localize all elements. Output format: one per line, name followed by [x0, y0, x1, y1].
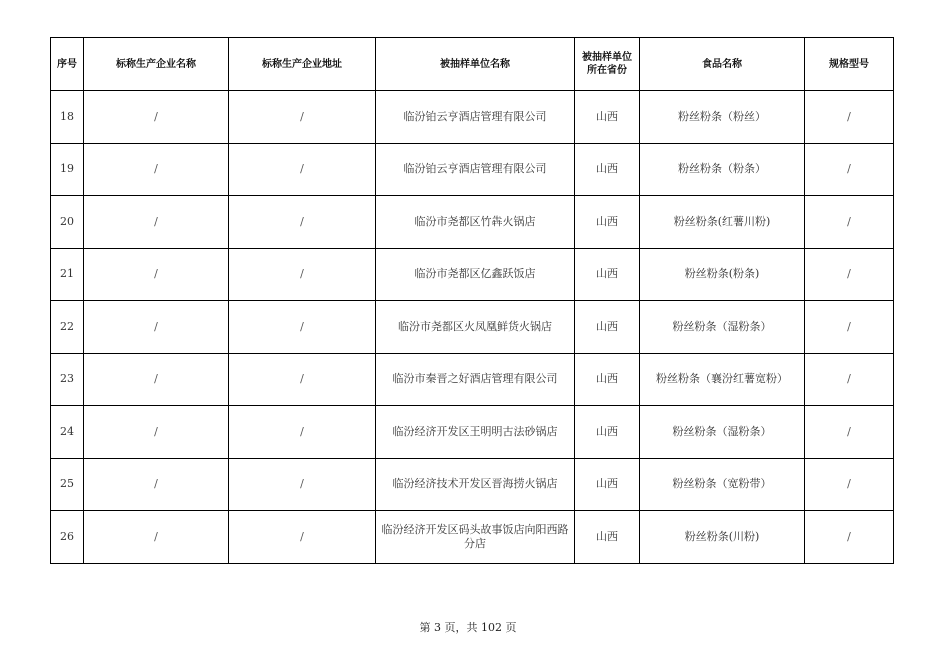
table-row — [51, 91, 894, 144]
cell-sampled-unit-name: 临汾经济开发区码头故事饭店向阳西路分店 — [376, 511, 575, 564]
cell-province: 山西 — [575, 458, 640, 511]
cell-manufacturer-address: / — [229, 353, 376, 406]
cell-sampled-unit-name: 临汾铂云亨酒店管理有限公司 — [376, 143, 575, 196]
cell-province: 山西 — [575, 248, 640, 301]
header-province-line1: 被抽样单位 — [582, 52, 632, 63]
cell-sampled-unit-name: 临汾市尧都区火凤凰鲜货火锅店 — [376, 301, 575, 354]
cell-serial-number: 26 — [51, 511, 84, 564]
cell-spec-model: / — [805, 143, 894, 196]
cell-manufacturer-name: / — [84, 301, 229, 354]
table-header — [51, 38, 894, 91]
cell-spec-model: / — [805, 248, 894, 301]
cell-serial-number: 19 — [51, 143, 84, 196]
cell-manufacturer-name: / — [84, 406, 229, 459]
cell-province: 山西 — [575, 353, 640, 406]
table-body — [51, 91, 894, 564]
cell-manufacturer-name: / — [84, 458, 229, 511]
header-food-name: 食品名称 — [640, 38, 805, 91]
cell-serial-number: 25 — [51, 458, 84, 511]
table-row — [51, 196, 894, 249]
cell-manufacturer-address: / — [229, 406, 376, 459]
cell-food-name: 粉丝粉条（襄汾红薯宽粉） — [640, 353, 805, 406]
table-row — [51, 248, 894, 301]
cell-spec-model: / — [805, 196, 894, 249]
cell-sampled-unit-name: 临汾经济开发区王明明古法砂锅店 — [376, 406, 575, 459]
cell-manufacturer-name: / — [84, 143, 229, 196]
cell-serial-number: 24 — [51, 406, 84, 459]
cell-province: 山西 — [575, 196, 640, 249]
cell-manufacturer-address: / — [229, 301, 376, 354]
cell-province: 山西 — [575, 143, 640, 196]
header-serial-number: 序号 — [51, 38, 84, 91]
header-sampled-unit-name: 被抽样单位名称 — [376, 38, 575, 91]
cell-province: 山西 — [575, 301, 640, 354]
cell-sampled-unit-name: 临汾市秦晋之好酒店管理有限公司 — [376, 353, 575, 406]
cell-serial-number: 22 — [51, 301, 84, 354]
cell-manufacturer-name: / — [84, 91, 229, 144]
cell-food-name: 粉丝粉条(红薯川粉) — [640, 196, 805, 249]
cell-food-name: 粉丝粉条（湿粉条） — [640, 406, 805, 459]
cell-serial-number: 21 — [51, 248, 84, 301]
table-row — [51, 458, 894, 511]
table-row — [51, 406, 894, 459]
cell-food-name: 粉丝粉条(粉条) — [640, 248, 805, 301]
cell-serial-number: 23 — [51, 353, 84, 406]
page-number-footer: 第 3 页，共 102 页 — [419, 621, 517, 634]
cell-spec-model: / — [805, 458, 894, 511]
cell-spec-model: / — [805, 511, 894, 564]
table-row — [51, 143, 894, 196]
table-row — [51, 511, 894, 564]
table-row — [51, 301, 894, 354]
cell-food-name: 粉丝粉条（粉条） — [640, 143, 805, 196]
header-manufacturer-name: 标称生产企业名称 — [84, 38, 229, 91]
cell-manufacturer-name: / — [84, 196, 229, 249]
cell-manufacturer-name: / — [84, 248, 229, 301]
cell-spec-model: / — [805, 406, 894, 459]
cell-spec-model: / — [805, 353, 894, 406]
cell-manufacturer-address: / — [229, 248, 376, 301]
header-row — [51, 38, 894, 91]
cell-manufacturer-address: / — [229, 511, 376, 564]
cell-sampled-unit-name: 临汾市尧都区竹犇火锅店 — [376, 196, 575, 249]
cell-sampled-unit-name: 临汾市尧都区亿鑫跃饭店 — [376, 248, 575, 301]
cell-spec-model: / — [805, 301, 894, 354]
cell-sampled-unit-name: 临汾铂云亨酒店管理有限公司 — [376, 91, 575, 144]
cell-spec-model: / — [805, 91, 894, 144]
header-spec-model: 规格型号 — [805, 38, 894, 91]
cell-food-name: 粉丝粉条（湿粉条） — [640, 301, 805, 354]
cell-food-name: 粉丝粉条（宽粉带） — [640, 458, 805, 511]
cell-food-name: 粉丝粉条（粉丝） — [640, 91, 805, 144]
cell-province: 山西 — [575, 406, 640, 459]
header-province-line2: 所在省份 — [587, 65, 627, 76]
cell-manufacturer-address: / — [229, 196, 376, 249]
cell-serial-number: 20 — [51, 196, 84, 249]
header-manufacturer-address: 标称生产企业地址 — [229, 38, 376, 91]
cell-manufacturer-name: / — [84, 353, 229, 406]
cell-province: 山西 — [575, 91, 640, 144]
cell-manufacturer-address: / — [229, 143, 376, 196]
cell-manufacturer-name: / — [84, 511, 229, 564]
cell-manufacturer-address: / — [229, 91, 376, 144]
header-sampled-unit-province — [575, 38, 640, 91]
cell-food-name: 粉丝粉条(川粉) — [640, 511, 805, 564]
inspection-table — [50, 37, 894, 564]
cell-serial-number: 18 — [51, 91, 84, 144]
cell-manufacturer-address: / — [229, 458, 376, 511]
table-row — [51, 353, 894, 406]
cell-province: 山西 — [575, 511, 640, 564]
cell-sampled-unit-name: 临汾经济技术开发区晋海捞火锅店 — [376, 458, 575, 511]
